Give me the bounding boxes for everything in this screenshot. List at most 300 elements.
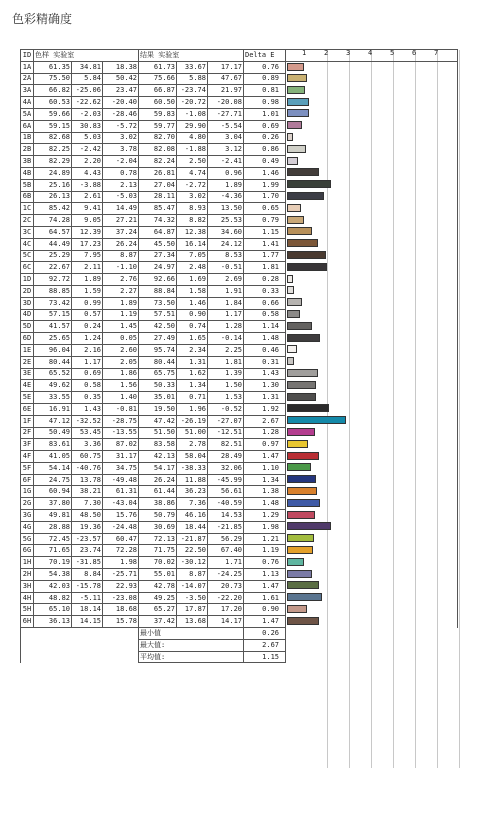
sample-lab-value: 1.43 xyxy=(72,403,103,415)
sample-lab-value: 2.05 xyxy=(103,356,139,368)
bar-cell xyxy=(286,474,458,486)
sample-lab-value: -24.48 xyxy=(103,521,139,533)
table-row xyxy=(21,203,458,215)
delta-e-bar xyxy=(287,570,312,578)
result-lab-value: 18.44 xyxy=(177,521,208,533)
sample-lab-value: 42.03 xyxy=(34,580,72,592)
result-lab-value: 28.11 xyxy=(139,191,177,203)
result-lab-value: 20.73 xyxy=(208,580,244,592)
result-lab-value: 42.13 xyxy=(139,451,177,463)
patch-id: 3C xyxy=(21,226,34,238)
sample-lab-value: -2.42 xyxy=(72,144,103,156)
bar-cell xyxy=(286,215,458,227)
patch-id: 5C xyxy=(21,250,34,262)
bar-cell xyxy=(286,427,458,439)
sample-lab-value: 2.13 xyxy=(103,179,139,191)
sample-lab-value: 82.25 xyxy=(34,144,72,156)
delta-e-bar xyxy=(287,239,318,247)
result-lab-value: 1.84 xyxy=(208,297,244,309)
summary-bar-blank xyxy=(286,639,458,651)
delta-e-bar xyxy=(287,298,302,306)
delta-e-bar xyxy=(287,452,319,460)
result-lab-value: 27.49 xyxy=(139,333,177,345)
result-lab-value: 82.08 xyxy=(139,144,177,156)
delta-e-value: 0.89 xyxy=(244,73,286,85)
sample-lab-value: 2.20 xyxy=(72,156,103,168)
delta-e-bar xyxy=(287,145,306,153)
sample-lab-value: 72.28 xyxy=(103,545,139,557)
sample-lab-value: 5.84 xyxy=(72,73,103,85)
sample-lab-value: -5.03 xyxy=(103,191,139,203)
delta-e-bar xyxy=(287,168,319,176)
sample-lab-value: 48.50 xyxy=(72,510,103,522)
bar-cell xyxy=(286,415,458,427)
bar-cell xyxy=(286,356,458,368)
delta-e-value: 1.81 xyxy=(244,262,286,274)
table-row xyxy=(21,132,458,144)
result-lab-value: 8.87 xyxy=(177,569,208,581)
sample-lab-value: 26.13 xyxy=(34,191,72,203)
result-lab-value: 61.73 xyxy=(139,61,177,73)
table-row xyxy=(21,521,458,533)
delta-e-value: 1.47 xyxy=(244,451,286,463)
sample-lab-value: 24.75 xyxy=(34,474,72,486)
result-lab-value: 80.44 xyxy=(139,356,177,368)
bar-cell xyxy=(286,156,458,168)
result-lab-value: 1.62 xyxy=(177,368,208,380)
sample-lab-value: 1.24 xyxy=(72,333,103,345)
bar-cell xyxy=(286,521,458,533)
sample-lab-value: -0.81 xyxy=(103,403,139,415)
result-lab-value: 56.29 xyxy=(208,533,244,545)
result-lab-value: 65.75 xyxy=(139,368,177,380)
result-lab-value: 2.25 xyxy=(208,344,244,356)
result-lab-value: 22.50 xyxy=(177,545,208,557)
delta-e-bar xyxy=(287,357,294,365)
sample-lab-value: 1.40 xyxy=(103,392,139,404)
sample-lab-value: -32.52 xyxy=(72,415,103,427)
patch-id: 4D xyxy=(21,309,34,321)
bar-cell xyxy=(286,403,458,415)
patch-id: 1E xyxy=(21,344,34,356)
scale-tick-label: 6 xyxy=(412,49,417,57)
delta-e-value: 1.77 xyxy=(244,250,286,262)
result-lab-value: 34.60 xyxy=(208,226,244,238)
bar-cell xyxy=(286,297,458,309)
result-lab-value: 1.69 xyxy=(177,274,208,286)
bar-cell xyxy=(286,274,458,286)
result-lab-value: 1.50 xyxy=(208,380,244,392)
result-lab-value: 2.78 xyxy=(177,439,208,451)
patch-id: 1D xyxy=(21,274,34,286)
sample-lab-value: 2.16 xyxy=(72,344,103,356)
sample-lab-value: 34.75 xyxy=(103,462,139,474)
result-lab-value: 82.24 xyxy=(139,156,177,168)
result-lab-value: -3.50 xyxy=(177,592,208,604)
sample-lab-value: -22.62 xyxy=(72,97,103,109)
delta-e-value: 1.46 xyxy=(244,167,286,179)
sample-lab-value: 41.57 xyxy=(34,321,72,333)
sample-lab-value: 1.89 xyxy=(103,297,139,309)
sample-lab-value: -23.57 xyxy=(72,533,103,545)
patch-id: 5D xyxy=(21,321,34,333)
patch-id: 5H xyxy=(21,604,34,616)
patch-id: 5F xyxy=(21,462,34,474)
sample-lab-value: 23.47 xyxy=(103,85,139,97)
sample-lab-value: 24.89 xyxy=(34,167,72,179)
table-row xyxy=(21,144,458,156)
bar-cell xyxy=(286,569,458,581)
result-lab-value: 55.01 xyxy=(139,569,177,581)
table-row xyxy=(21,392,458,404)
sample-lab-value: 13.78 xyxy=(72,474,103,486)
delta-e-bar xyxy=(287,440,308,448)
result-lab-value: 67.40 xyxy=(208,545,244,557)
sample-lab-value: 49.81 xyxy=(34,510,72,522)
result-lab-value: 14.53 xyxy=(208,510,244,522)
result-lab-value: 42.78 xyxy=(139,580,177,592)
sample-lab-value: 33.55 xyxy=(34,392,72,404)
delta-e-bar xyxy=(287,74,307,82)
patch-id: 5E xyxy=(21,392,34,404)
patch-id: 2A xyxy=(21,73,34,85)
sample-lab-value: 3.78 xyxy=(103,144,139,156)
sample-lab-value: 92.72 xyxy=(34,274,72,286)
delta-e-value: 1.70 xyxy=(244,191,286,203)
patch-id: 6F xyxy=(21,474,34,486)
result-lab-value: 8.53 xyxy=(208,250,244,262)
result-lab-value: 2.50 xyxy=(177,156,208,168)
patch-id: 5B xyxy=(21,179,34,191)
delta-e-scale xyxy=(286,50,458,62)
sample-lab-value: 0.58 xyxy=(72,380,103,392)
sample-lab-value: 50.42 xyxy=(103,73,139,85)
patch-id: 6A xyxy=(21,120,34,132)
sample-lab-value: 28.88 xyxy=(34,521,72,533)
patch-id: 4B xyxy=(21,167,34,179)
result-lab-value: 54.17 xyxy=(139,462,177,474)
delta-e-bar xyxy=(287,369,318,377)
sample-lab-value: 8.84 xyxy=(72,569,103,581)
sample-lab-value: 25.65 xyxy=(34,333,72,345)
sample-lab-value: 82.29 xyxy=(34,156,72,168)
sample-lab-value: -49.48 xyxy=(103,474,139,486)
sample-lab-value: 1.89 xyxy=(72,274,103,286)
table-row xyxy=(21,309,458,321)
table-row xyxy=(21,604,458,616)
summary-label: 最大值: xyxy=(139,639,244,651)
result-lab-value: 1.71 xyxy=(208,557,244,569)
delta-e-value: 0.81 xyxy=(244,85,286,97)
delta-e-bar xyxy=(287,487,317,495)
result-lab-value: -30.12 xyxy=(177,557,208,569)
result-lab-value: 2.48 xyxy=(177,262,208,274)
result-lab-value: 92.66 xyxy=(139,274,177,286)
result-lab-value: 1.89 xyxy=(208,179,244,191)
table-row xyxy=(21,380,458,392)
delta-e-bar xyxy=(287,475,316,483)
sample-lab-value: 9.05 xyxy=(72,215,103,227)
sample-lab-value: 71.65 xyxy=(34,545,72,557)
delta-e-value: 1.29 xyxy=(244,510,286,522)
result-lab-value: 1.58 xyxy=(177,285,208,297)
result-lab-value: 38.86 xyxy=(139,498,177,510)
result-lab-value: 51.50 xyxy=(139,427,177,439)
bar-cell xyxy=(286,380,458,392)
delta-e-bar xyxy=(287,157,298,165)
summary-label: 最小值 xyxy=(139,628,244,640)
result-lab-value: 85.47 xyxy=(139,203,177,215)
table-row xyxy=(21,580,458,592)
scale-tick-label: 4 xyxy=(368,49,373,57)
result-lab-value: 17.20 xyxy=(208,604,244,616)
bar-cell xyxy=(286,226,458,238)
sample-lab-value: 53.45 xyxy=(72,427,103,439)
sample-lab-value: 18.68 xyxy=(103,604,139,616)
scale-tick-label: 1 xyxy=(302,49,307,57)
result-lab-value: 46.16 xyxy=(177,510,208,522)
sample-lab-value: -20.40 xyxy=(103,97,139,109)
delta-e-value: 0.28 xyxy=(244,274,286,286)
delta-e-value: 1.38 xyxy=(244,486,286,498)
delta-e-value: 0.86 xyxy=(244,144,286,156)
patch-id: 4C xyxy=(21,238,34,250)
result-lab-value: 3.04 xyxy=(208,132,244,144)
result-lab-value: 1.46 xyxy=(177,297,208,309)
table-row xyxy=(21,262,458,274)
delta-e-value: 0.49 xyxy=(244,156,286,168)
sample-lab-value: 3.02 xyxy=(103,132,139,144)
patch-id: 5G xyxy=(21,533,34,545)
delta-e-value: 1.30 xyxy=(244,380,286,392)
result-lab-value: 2.69 xyxy=(208,274,244,286)
sample-lab-value: 25.29 xyxy=(34,250,72,262)
bar-cell xyxy=(286,333,458,345)
result-lab-value: 11.88 xyxy=(177,474,208,486)
result-lab-value: 51.00 xyxy=(177,427,208,439)
sample-lab-value: 8.87 xyxy=(103,250,139,262)
sample-lab-value: 2.27 xyxy=(103,285,139,297)
sample-lab-value: -13.55 xyxy=(103,427,139,439)
bar-cell xyxy=(286,85,458,97)
result-lab-value: 49.25 xyxy=(139,592,177,604)
result-lab-value: 19.50 xyxy=(139,403,177,415)
bar-cell xyxy=(286,321,458,333)
sample-lab-value: 59.66 xyxy=(34,108,72,120)
bar-cell xyxy=(286,179,458,191)
result-lab-value: 35.01 xyxy=(139,392,177,404)
delta-e-value: 1.47 xyxy=(244,580,286,592)
bar-cell xyxy=(286,309,458,321)
delta-e-value: 1.41 xyxy=(244,238,286,250)
sample-lab-value: 30.83 xyxy=(72,120,103,132)
result-lab-value: 56.61 xyxy=(208,486,244,498)
result-lab-value: 70.02 xyxy=(139,557,177,569)
result-lab-value: 27.04 xyxy=(139,179,177,191)
sample-lab-value: -5.72 xyxy=(103,120,139,132)
delta-e-value: 1.92 xyxy=(244,403,286,415)
summary-row xyxy=(21,628,458,640)
delta-e-value: 1.48 xyxy=(244,498,286,510)
summary-blank xyxy=(21,639,139,651)
delta-e-value: 0.66 xyxy=(244,297,286,309)
result-lab-value: 32.06 xyxy=(208,462,244,474)
result-lab-value: 65.27 xyxy=(139,604,177,616)
patch-id: 4H xyxy=(21,592,34,604)
summary-value: 2.67 xyxy=(244,639,286,651)
header-id: ID xyxy=(21,50,34,62)
bar-cell xyxy=(286,344,458,356)
result-lab-value: 75.66 xyxy=(139,73,177,85)
summary-value: 0.26 xyxy=(244,628,286,640)
result-lab-value: -21.87 xyxy=(177,533,208,545)
sample-lab-value: 85.42 xyxy=(34,203,72,215)
sample-lab-value: 7.95 xyxy=(72,250,103,262)
result-lab-value: -21.85 xyxy=(208,521,244,533)
sample-lab-value: -3.88 xyxy=(72,179,103,191)
patch-id: 6H xyxy=(21,616,34,628)
sample-lab-value: -1.10 xyxy=(103,262,139,274)
patch-id: 6C xyxy=(21,262,34,274)
patch-id: 6E xyxy=(21,403,34,415)
grid-line xyxy=(459,50,460,768)
table-row xyxy=(21,191,458,203)
bar-cell xyxy=(286,498,458,510)
sample-lab-value: 82.68 xyxy=(34,132,72,144)
delta-e-bar xyxy=(287,393,316,401)
result-lab-value: 60.50 xyxy=(139,97,177,109)
sample-lab-value: 27.21 xyxy=(103,215,139,227)
sample-lab-value: 18.14 xyxy=(72,604,103,616)
sample-lab-value: 80.44 xyxy=(34,356,72,368)
delta-e-value: 0.65 xyxy=(244,203,286,215)
result-lab-value: -20.08 xyxy=(208,97,244,109)
sample-lab-value: 47.12 xyxy=(34,415,72,427)
delta-e-value: 1.01 xyxy=(244,108,286,120)
sample-lab-value: -2.04 xyxy=(103,156,139,168)
bar-cell xyxy=(286,167,458,179)
delta-e-bar xyxy=(287,263,327,271)
delta-e-value: 2.67 xyxy=(244,415,286,427)
sample-lab-value: 0.78 xyxy=(103,167,139,179)
bar-cell xyxy=(286,61,458,73)
result-lab-value: -1.88 xyxy=(177,144,208,156)
delta-e-value: 1.48 xyxy=(244,333,286,345)
sample-lab-value: 23.74 xyxy=(72,545,103,557)
patch-id: 4F xyxy=(21,451,34,463)
table-row xyxy=(21,108,458,120)
sample-lab-value: 57.15 xyxy=(34,309,72,321)
result-lab-value: -2.72 xyxy=(177,179,208,191)
sample-lab-value: 3.36 xyxy=(72,439,103,451)
delta-e-bar xyxy=(287,534,314,542)
patch-id: 4G xyxy=(21,521,34,533)
sample-lab-value: 12.39 xyxy=(72,226,103,238)
result-lab-value: 4.74 xyxy=(177,167,208,179)
bar-cell xyxy=(286,120,458,132)
sample-lab-value: -43.04 xyxy=(103,498,139,510)
result-lab-value: 24.12 xyxy=(208,238,244,250)
bar-cell xyxy=(286,533,458,545)
patch-id: 1H xyxy=(21,557,34,569)
result-lab-value: -0.51 xyxy=(208,262,244,274)
delta-e-bar xyxy=(287,109,309,117)
sample-lab-value: 49.62 xyxy=(34,380,72,392)
sample-lab-value: 0.57 xyxy=(72,309,103,321)
result-lab-value: 29.90 xyxy=(177,120,208,132)
patch-id: 4E xyxy=(21,380,34,392)
sample-lab-value: -15.78 xyxy=(72,580,103,592)
table-row xyxy=(21,226,458,238)
bar-cell xyxy=(286,616,458,628)
sample-lab-value: 2.60 xyxy=(103,344,139,356)
result-lab-value: 27.34 xyxy=(139,250,177,262)
header-result-lab: 结果 实验室 xyxy=(139,50,244,62)
delta-e-value: 0.31 xyxy=(244,356,286,368)
result-lab-value: 13.50 xyxy=(208,203,244,215)
patch-id: 3B xyxy=(21,156,34,168)
patch-id: 1G xyxy=(21,486,34,498)
delta-e-value: 1.14 xyxy=(244,321,286,333)
sample-lab-value: 22.93 xyxy=(103,580,139,592)
sample-lab-value: 87.02 xyxy=(103,439,139,451)
delta-e-value: 1.31 xyxy=(244,392,286,404)
table-row xyxy=(21,533,458,545)
sample-lab-value: 1.19 xyxy=(103,309,139,321)
delta-e-value: 1.19 xyxy=(244,545,286,557)
result-lab-value: 73.50 xyxy=(139,297,177,309)
delta-e-bar xyxy=(287,511,315,519)
result-lab-value: -23.74 xyxy=(177,85,208,97)
sample-lab-value: -28.75 xyxy=(103,415,139,427)
table-row xyxy=(21,333,458,345)
sample-lab-value: 0.35 xyxy=(72,392,103,404)
table-row xyxy=(21,510,458,522)
table-row xyxy=(21,545,458,557)
result-lab-value: 36.23 xyxy=(177,486,208,498)
result-lab-value: 24.97 xyxy=(139,262,177,274)
table-row xyxy=(21,498,458,510)
result-lab-value: -24.25 xyxy=(208,569,244,581)
patch-id: 5A xyxy=(21,108,34,120)
patch-id: 3G xyxy=(21,510,34,522)
result-lab-value: 26.81 xyxy=(139,167,177,179)
delta-e-bar xyxy=(287,98,309,106)
result-lab-value: 1.31 xyxy=(177,356,208,368)
patch-id: 3D xyxy=(21,297,34,309)
result-lab-value: 17.87 xyxy=(177,604,208,616)
sample-lab-value: 0.99 xyxy=(72,297,103,309)
summary-row xyxy=(21,651,458,663)
sample-lab-value: 44.49 xyxy=(34,238,72,250)
result-lab-value: 13.68 xyxy=(177,616,208,628)
table-row xyxy=(21,85,458,97)
result-lab-value: 0.71 xyxy=(177,392,208,404)
delta-e-value: 0.69 xyxy=(244,120,286,132)
delta-e-bar xyxy=(287,216,304,224)
result-lab-value: 1.34 xyxy=(177,380,208,392)
result-lab-value: 66.87 xyxy=(139,85,177,97)
bar-cell xyxy=(286,604,458,616)
sample-lab-value: 2.76 xyxy=(103,274,139,286)
result-lab-value: 3.12 xyxy=(208,144,244,156)
table-row xyxy=(21,616,458,628)
patch-id: 1C xyxy=(21,203,34,215)
sample-lab-value: 54.14 xyxy=(34,462,72,474)
delta-e-value: 0.58 xyxy=(244,309,286,321)
delta-e-bar xyxy=(287,310,300,318)
patch-id: 1F xyxy=(21,415,34,427)
